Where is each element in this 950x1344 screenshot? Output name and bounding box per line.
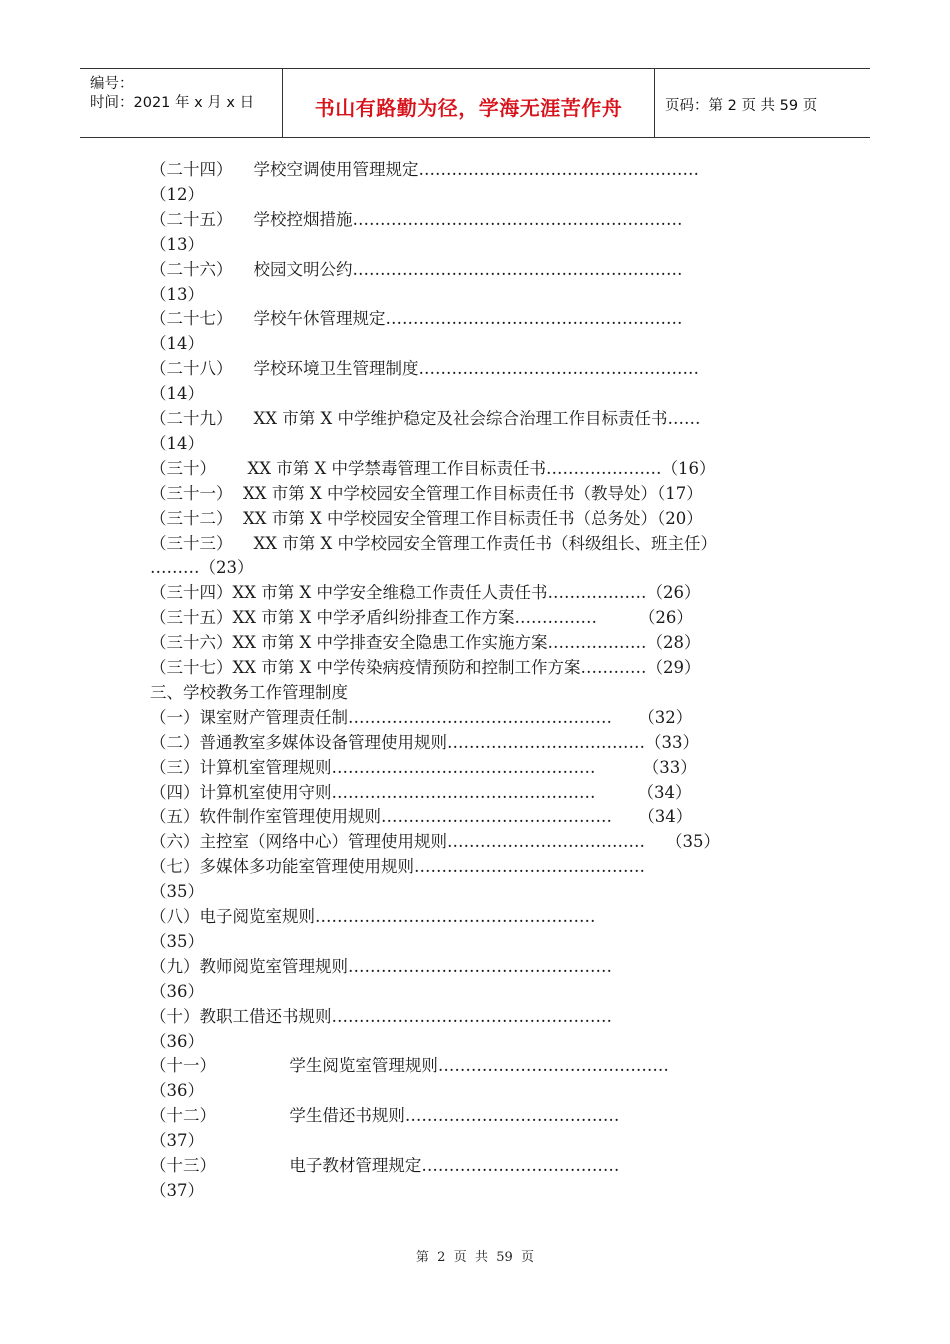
toc-line: （七）多媒体多功能室管理使用规则…………………………………… <box>150 857 645 877</box>
toc-line: （六）主控室（网络中心）管理使用规则……………………………… （35） <box>150 832 720 852</box>
toc-line: （十）教职工借还书规则…………………………………………… <box>150 1006 612 1026</box>
toc-line: ………（23） <box>150 558 254 578</box>
toc-line: （36） <box>150 981 204 1001</box>
toc-line: （四）计算机室使用守则………………………………………… （34） <box>150 782 692 802</box>
toc-line: （36） <box>150 1031 204 1051</box>
toc-line: （十一） 学生阅览室管理规则…………………………………… <box>150 1056 669 1076</box>
toc-line: （十二） 学生借还书规则………………………………… <box>150 1106 620 1126</box>
toc-line: （35） <box>150 882 204 902</box>
toc-line: （14） <box>150 334 204 354</box>
toc-line: （八）电子阅览室规则…………………………………………… <box>150 907 596 926</box>
motto-text: 书山有路勤为径，学海无涯苦作舟 <box>314 96 623 120</box>
toc-line: （37） <box>150 1131 204 1151</box>
toc-line: （二十九） XX 市第 X 中学维护稳定及社会综合治理工作目标责任书…… <box>150 409 701 428</box>
toc-line: （14） <box>150 384 204 404</box>
toc-line: （三十） XX 市第 X 中学禁毒管理工作目标责任书…………………（16） <box>150 458 716 478</box>
toc-line: （二十七） 学校午休管理规定……………………………………………… <box>150 309 683 329</box>
toc-line: （九）教师阅览室管理规则………………………………………… <box>150 956 612 976</box>
toc-line: （三十七）XX 市第 X 中学传染病疫情预防和控制工作方案…………（29） <box>150 658 701 677</box>
toc-line: （13） <box>150 284 204 304</box>
toc-line: （三十二） XX 市第 X 中学校园安全管理工作目标责任书（总务处）（20） <box>150 508 703 528</box>
toc-line: （二十五） 学校控烟措施…………………………………………………… <box>150 209 683 229</box>
toc-line: （三十四）XX 市第 X 中学安全维稳工作责任人责任书………………（26） <box>150 583 701 603</box>
toc-line: （14） <box>150 433 204 453</box>
toc-line: （三十五）XX 市第 X 中学矛盾纠纷排查工作方案…………… （26） <box>150 608 693 628</box>
toc-line: （二十六） 校园文明公约…………………………………………………… <box>150 259 683 279</box>
toc-line: （一）课室财产管理责任制………………………………………… （32） <box>150 707 693 727</box>
toc-line: （三十六）XX 市第 X 中学排查安全隐患工作实施方案………………（28） <box>150 633 701 653</box>
toc-line: （13） <box>150 234 204 254</box>
toc-line: （35） <box>150 931 204 951</box>
toc-line: （37） <box>150 1180 204 1200</box>
toc-line: （二十四） 学校空调使用管理规定…………………………………………… <box>150 160 699 179</box>
page-label: 页码：第 2 页 共 59 页 <box>665 98 818 114</box>
toc-line: （二）普通教室多媒体设备管理使用规则………………………………（33） <box>150 732 699 752</box>
toc-line: （十三） 电子教材管理规定……………………………… <box>150 1156 620 1175</box>
toc-line: （36） <box>150 1081 204 1101</box>
toc-line: （12） <box>150 184 204 204</box>
page-footer: 第 2 页 共 59 页 <box>415 1250 535 1265</box>
time-label: 时间：2021 年 x 月 x 日 <box>90 95 255 111</box>
toc-line: 三、学校教务工作管理制度 <box>150 682 348 702</box>
serial-label: 编号： <box>90 76 134 92</box>
toc-line: （三十一） XX 市第 X 中学校园安全管理工作目标责任书（教导处）（17） <box>150 483 703 503</box>
toc-line: （三十三） XX 市第 X 中学校园安全管理工作责任书（科级组长、班主任） <box>150 533 717 553</box>
toc-line: （二十八） 学校环境卫生管理制度…………………………………………… <box>150 359 699 379</box>
toc-line: （五）软件制作室管理使用规则…………………………………… （34） <box>150 807 693 827</box>
toc-line: （三）计算机室管理规则………………………………………… （33） <box>150 757 697 777</box>
